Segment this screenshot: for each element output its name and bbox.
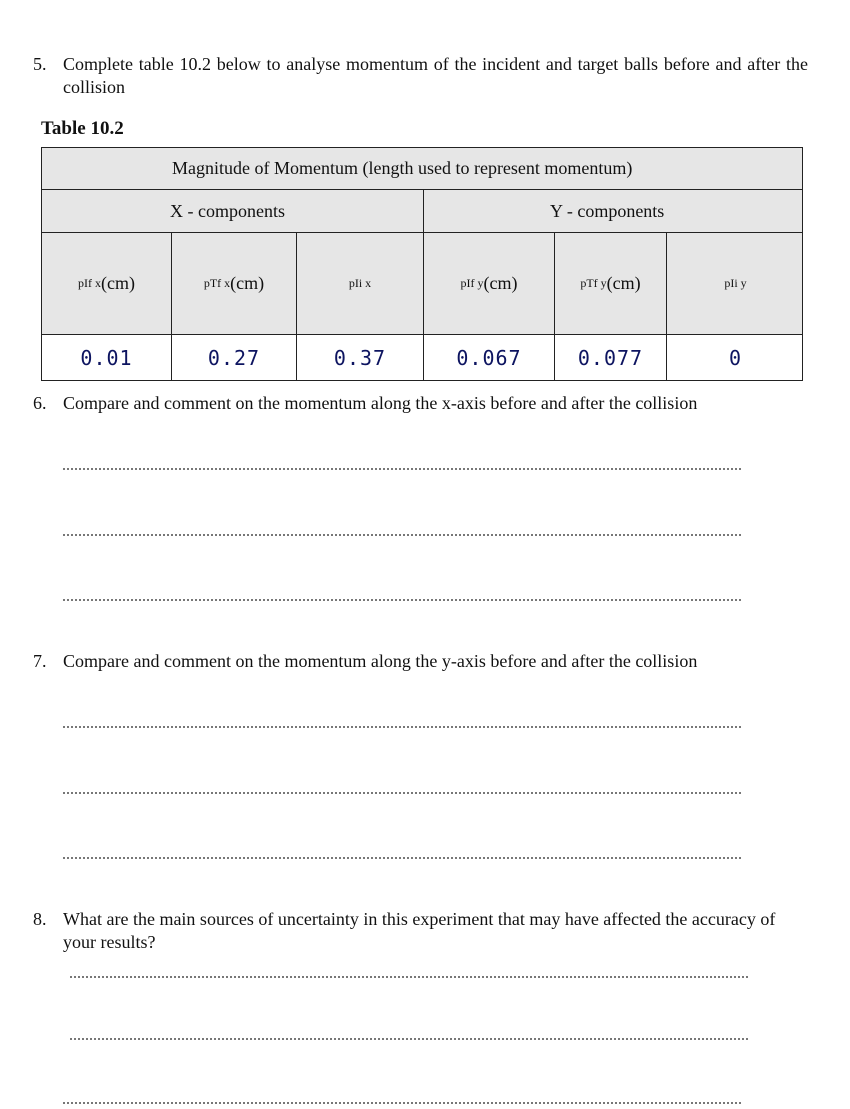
question-text: What are the main sources of uncertainty in this experiment that may have affected the accuracy of your results? bbox=[63, 909, 776, 952]
question-text: Complete table 10.2 below to analyse momentum of the incident and target balls before and after the collision bbox=[63, 54, 808, 97]
col-header-ptfy bbox=[554, 233, 666, 334]
answer-line[interactable] bbox=[63, 724, 741, 728]
question-number: 6. bbox=[33, 393, 47, 413]
momentum-table bbox=[41, 147, 803, 381]
col-header-ptfx bbox=[171, 233, 296, 334]
value-pifx: 0.01 bbox=[80, 345, 133, 370]
value-ptfy: 0.077 bbox=[554, 335, 666, 380]
table-title-row bbox=[42, 148, 802, 190]
answer-line[interactable] bbox=[63, 855, 741, 859]
answer-line[interactable] bbox=[70, 1036, 748, 1040]
table-row bbox=[42, 335, 802, 380]
col-header-symbol: pTf y bbox=[580, 276, 607, 290]
column-header-row bbox=[42, 233, 802, 335]
x-components-header: X - components bbox=[170, 200, 285, 221]
col-header-unit: (cm) bbox=[483, 273, 518, 293]
col-header-symbol: pTf x bbox=[203, 276, 231, 290]
question-number: 8. bbox=[33, 909, 47, 929]
col-header-pify bbox=[423, 233, 554, 334]
col-header-unit: (cm) bbox=[101, 273, 135, 293]
answer-line[interactable] bbox=[63, 1100, 741, 1104]
component-header-row bbox=[42, 190, 802, 233]
value-pify: 0.067 bbox=[423, 335, 554, 380]
col-header-symbol: pIi x bbox=[348, 276, 372, 290]
col-header-piix bbox=[296, 233, 423, 334]
answer-line[interactable] bbox=[63, 466, 741, 470]
answer-line[interactable] bbox=[63, 790, 741, 794]
question-number: 7. bbox=[33, 651, 47, 671]
col-header-symbol: pIf x bbox=[78, 276, 101, 290]
value-piiy: 0 bbox=[666, 335, 804, 380]
question-number: 5. bbox=[33, 54, 47, 74]
answer-line[interactable] bbox=[70, 974, 748, 978]
col-header-unit: (cm) bbox=[606, 273, 641, 293]
col-header-pifx bbox=[42, 233, 171, 334]
col-header-unit: (cm) bbox=[230, 273, 265, 293]
col-header-piiy bbox=[666, 233, 804, 334]
question-text: Compare and comment on the momentum along the y-axis before and after the collision bbox=[63, 651, 698, 671]
table-title: Magnitude of Momentum (length used to represent momentum) bbox=[172, 158, 633, 178]
table-caption: Table 10.2 bbox=[41, 118, 124, 139]
value-piix: 0.37 bbox=[296, 335, 423, 380]
answer-line[interactable] bbox=[63, 532, 741, 536]
value-ptfx: 0.27 bbox=[171, 335, 296, 380]
answer-line[interactable] bbox=[63, 597, 741, 601]
col-header-symbol: pIi y bbox=[724, 276, 747, 290]
col-header-symbol: pIf y bbox=[460, 276, 484, 290]
question-text: Compare and comment on the momentum along the x-axis before and after the collision bbox=[63, 393, 698, 413]
y-components-header: Y - components bbox=[423, 190, 804, 232]
